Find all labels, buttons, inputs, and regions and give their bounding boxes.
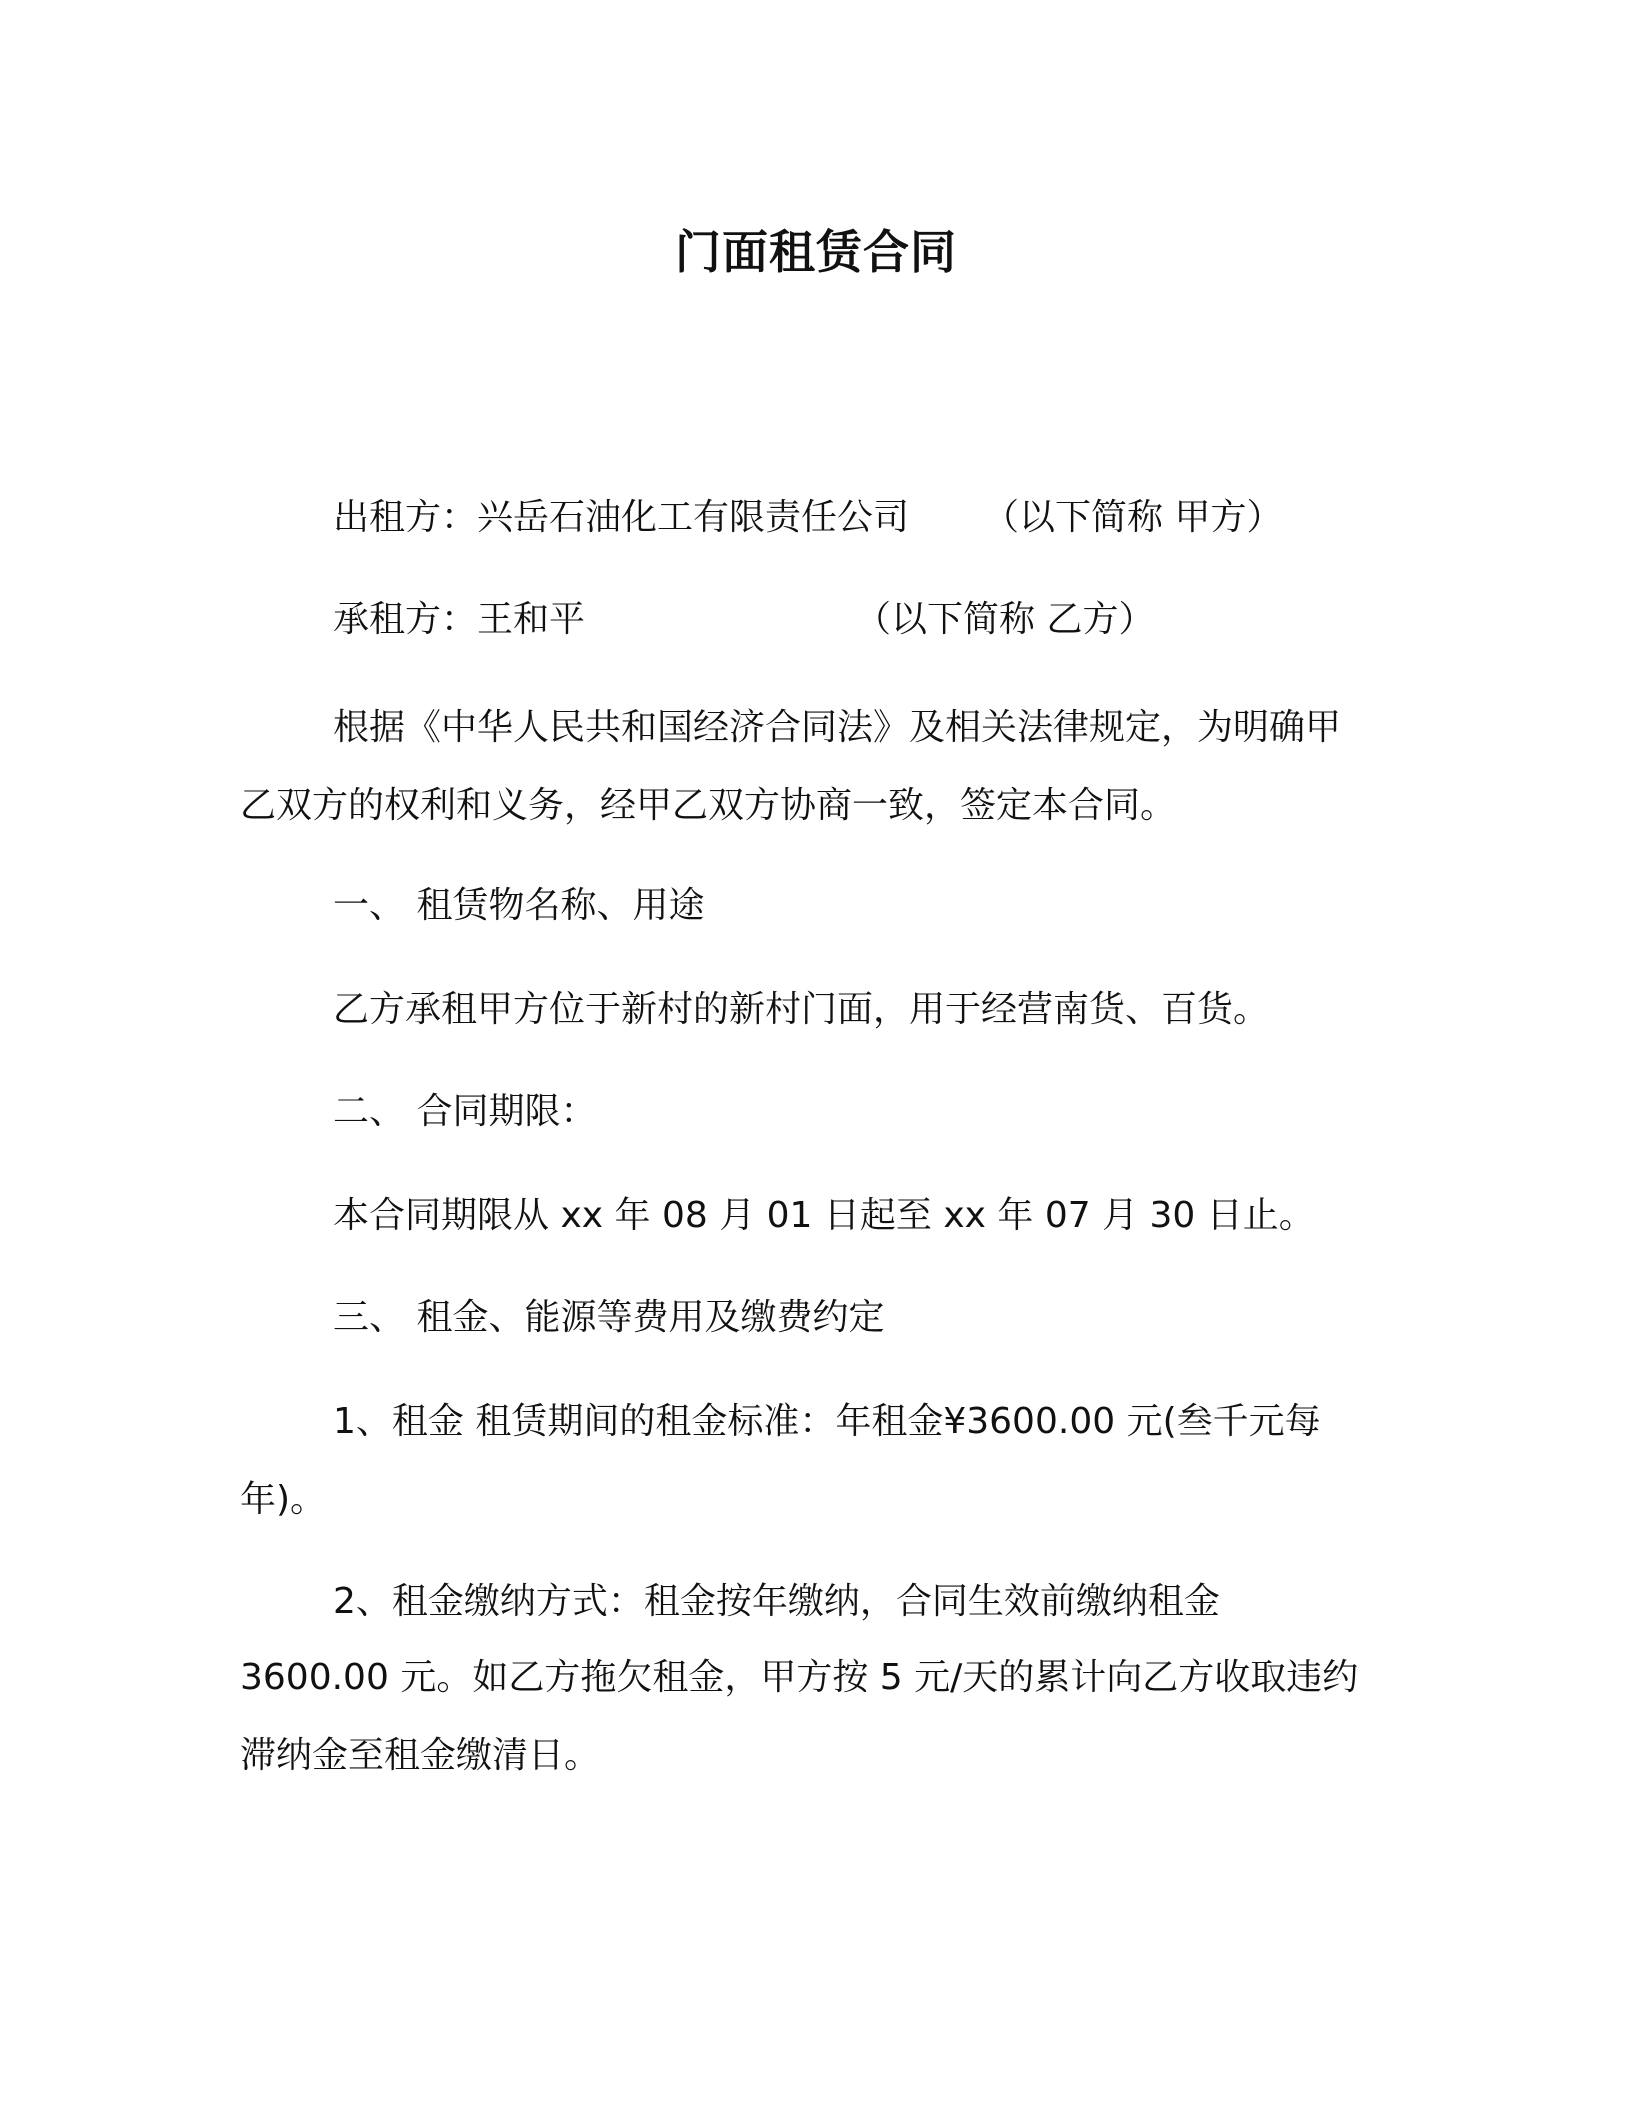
rent-item-2-line-2: 3600.00 元。如乙方拖欠租金，甲方按 5 元/天的累计向乙方收取违约 xyxy=(240,1657,1359,1698)
lessee-line xyxy=(333,596,1333,644)
section-1-heading: 一、 租赁物名称、用途 xyxy=(333,885,705,926)
lessor-alias: （以下简称 甲方） xyxy=(983,497,1283,538)
lessee-label: 承租方：王和平 xyxy=(333,599,586,640)
lessee-alias: （以下简称 乙方） xyxy=(855,599,1155,640)
lessor-line xyxy=(333,494,1333,542)
rent-item-1-line-2: 年)。 xyxy=(240,1479,327,1520)
section-1-text: 乙方承租甲方位于新村的新村门面，用于经营南货、百货。 xyxy=(333,989,1270,1030)
lessor-label: 出租方：兴岳石油化工有限责任公司 xyxy=(333,497,910,538)
section-2-heading: 二、 合同期限： xyxy=(333,1091,597,1132)
section-3-heading: 三、 租金、能源等费用及缴费约定 xyxy=(333,1297,885,1338)
preamble-line-2: 乙双方的权利和义务，经甲乙双方协商一致，签定本合同。 xyxy=(240,785,1177,826)
rent-item-2-line-3: 滞纳金至租金缴清日。 xyxy=(240,1735,601,1776)
section-2-text: 本合同期限从 xx 年 08 月 01 日起至 xx 年 07 月 30 日止。 xyxy=(333,1195,1315,1236)
document-title: 门面租赁合同 xyxy=(675,225,957,279)
rent-item-2-line-1: 2、租金缴纳方式：租金按年缴纳，合同生效前缴纳租金 xyxy=(333,1581,1220,1622)
preamble-line-1: 根据《中华人民共和国经济合同法》及相关法律规定，为明确甲 xyxy=(333,707,1342,748)
rent-item-1-line-1: 1、租金 租赁期间的租金标准：年租金¥3600.00 元(叁千元每 xyxy=(333,1401,1321,1442)
